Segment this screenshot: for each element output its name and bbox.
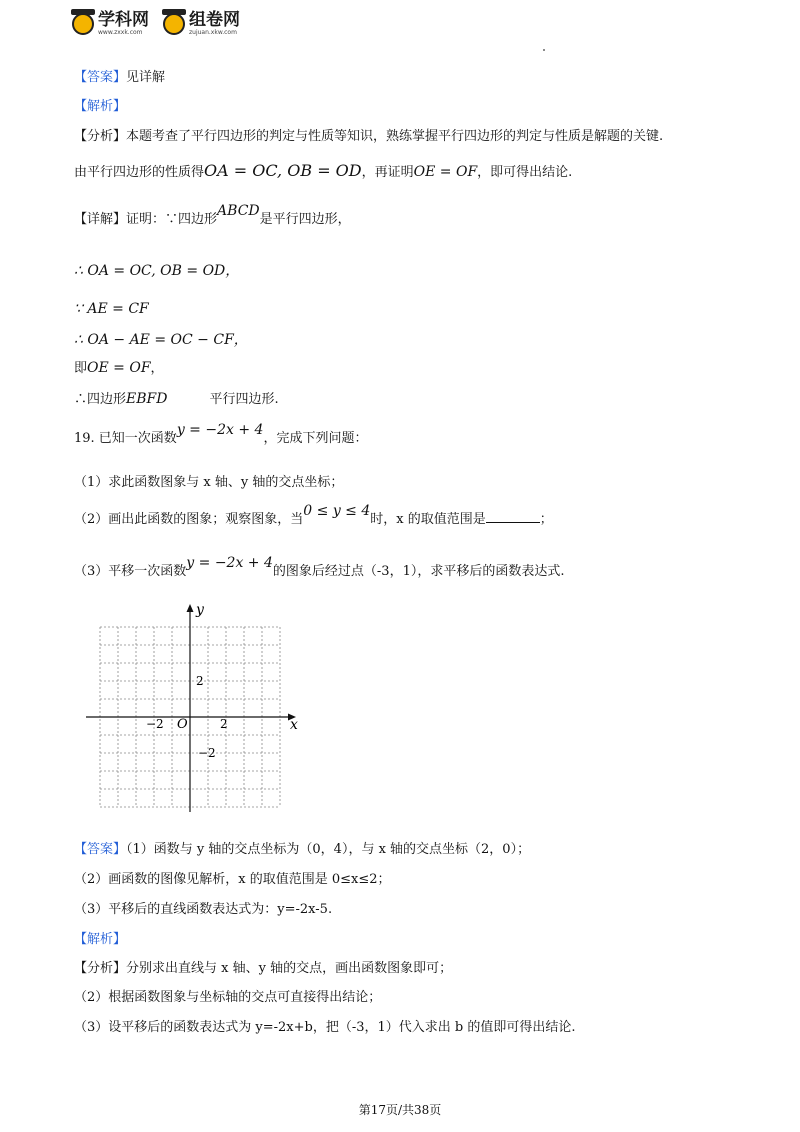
math-expr: ABCD [217,203,260,219]
text: （2）画出此函数的图象；观察图象，当 [74,512,304,527]
zxxk-logo [72,12,149,36]
text: 由平行四边形的性质得 [74,165,205,180]
answer-tag: 【答案】 [74,70,127,85]
q19-answer1-line [74,838,530,857]
text: 平行四边形. [209,392,279,407]
q19-part3 [74,555,565,579]
tick-label-y-2: 2 [196,674,204,688]
text: ，完成下列问题： [263,431,368,446]
text: 的图象后经过点（-3，1），求平移后的函数表达式. [272,564,565,579]
q19-answer3: （3）平移后的直线函数表达式为：y=-2x-5. [74,902,333,917]
math-expr: 0 ≤ y ≤ 4 [303,503,371,519]
text: 时，x 的取值范围是 [370,512,486,527]
page-footer: 第17页/共38页 [358,1103,442,1117]
math-expr: y = −2x + 4 [176,422,264,438]
text: 是平行四边形， [259,212,351,227]
logo-name-right: 组卷网 [189,10,240,30]
mascot-icon [163,13,185,35]
answer-blank [486,510,540,523]
q18-step5 [74,388,279,407]
y-axis-label: y [196,602,204,618]
math-expr: OE = OF [413,164,478,180]
x-axis-label: x [290,717,298,733]
answer-tag: 【答案】 [74,842,127,857]
xiangjie-tag: 【详解】 [74,212,127,227]
q19-fenxi2: （2）根据函数图象与坐标轴的交点可直接得出结论； [74,990,382,1005]
text: 证明：∵四边形 [126,212,218,227]
origin-label: O [177,717,188,732]
zujuan-logo [163,12,240,36]
text: 即 [74,361,88,376]
jiexi-tag: 【解析】 [74,99,127,114]
jiexi-tag: 【解析】 [74,932,127,947]
mascot-icon [72,13,94,35]
text: ， [150,361,164,376]
header-logos [72,12,240,36]
tick-label-x-neg2: −2 [146,717,164,731]
fenxi-tag: 【分析】 [74,961,127,976]
q18-fenxi2-line [74,161,572,180]
q18-step3: ∴ OA − AE = OC − CF， [74,332,248,348]
math-expr: EBFD [126,391,168,407]
text: ； [539,512,553,527]
tick-label-y-neg2: −2 [198,746,216,760]
q19-part2 [74,503,553,527]
q18-step4 [74,357,164,376]
text: ，即可得出结论. [477,165,573,180]
answer1: （1）函数与 y 轴的交点坐标为（0，4），与 x 轴的交点坐标（2，0）； [126,842,531,857]
math-expr: y = −2x + 4 [186,555,273,571]
text: 19. 已知一次函数 [74,431,177,446]
math-expr: OA = OC, OB = OD [204,161,362,180]
q18-answer-line [74,66,165,85]
q19-fenxi-line [74,957,452,976]
coordinate-grid [86,600,306,815]
fenxi-tag: 【分析】 [74,129,127,144]
stray-dot [543,49,545,51]
q19-jiexi-line [74,928,126,947]
text: （3）平移一次函数 [74,564,187,579]
logo-url-left: www.zxxk.com [98,29,143,36]
tick-label-x-2: 2 [220,717,228,731]
q18-step2: ∵ AE = CF [74,301,149,317]
q18-jiexi-line [74,95,126,114]
logo-url-right: zujuan.xkw.com [189,29,237,36]
q18-step1: ∴ OA = OC, OB = OD， [74,263,240,279]
q19-stem [74,422,368,446]
y-axis-arrow-icon [187,604,194,612]
q19-answer2: （2）画函数的图像见解析，x 的取值范围是 0≤x≤2； [74,872,391,887]
math-expr: OE = OF [87,360,151,376]
text: ∴四边形 [74,392,127,407]
fenxi1: 分别求出直线与 x 轴、y 轴的交点，画出函数图象即可； [126,961,453,976]
q19-part1: （1）求此函数图象与 x 轴、y 轴的交点坐标； [74,475,344,490]
text: ，再证明 [361,165,414,180]
q19-fenxi3: （3）设平移后的函数表达式为 y=-2x+b，把（-3，1）代入求出 b 的值即可得出结论. [74,1020,576,1035]
answer-text: 见详解 [126,70,166,85]
fenxi-text: 本题考查了平行四边形的判定与性质等知识，熟练掌握平行四边形的判定与性质是解题的关键. [126,129,664,144]
q18-xiangjie-line [74,203,351,227]
q18-fenxi-line [74,125,663,144]
logo-name-left: 学科网 [98,10,149,30]
